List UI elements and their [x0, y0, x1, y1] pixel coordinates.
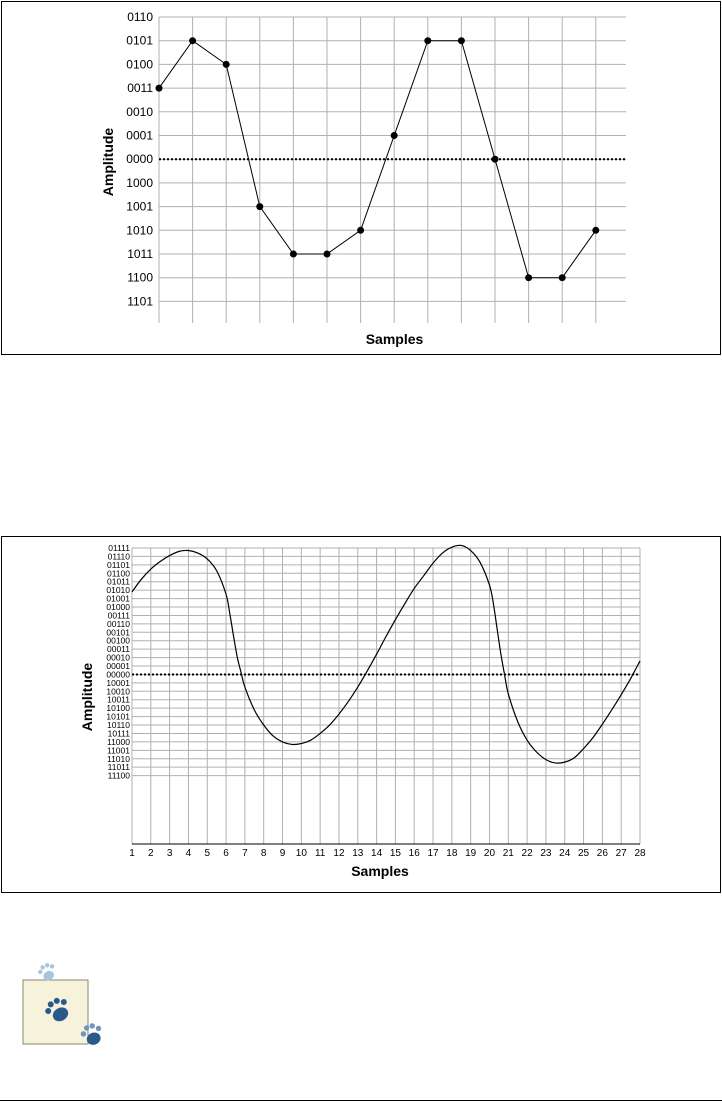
data-point: [223, 61, 230, 68]
data-point: [324, 251, 331, 258]
y-tick-label: 10010: [106, 686, 130, 697]
series-curve: [132, 545, 640, 763]
x-axis-title: Samples: [365, 331, 424, 347]
y-tick-label: 01101: [106, 559, 130, 570]
x-tick-label: 20: [483, 848, 496, 859]
y-tick-label: 01010: [106, 585, 130, 596]
data-point: [391, 132, 398, 139]
data-point: [592, 227, 599, 234]
y-tick-label: 10001: [106, 677, 130, 688]
y-tick-label: 11011: [107, 762, 130, 773]
y-tick-label: 00100: [106, 635, 130, 646]
x-tick-label: 12: [333, 848, 345, 859]
y-tick-label: 0100: [126, 57, 153, 72]
paw-prints-icon: [20, 958, 112, 1058]
x-tick-label: 6: [223, 848, 229, 859]
data-point: [525, 274, 532, 281]
x-tick-label: 4: [185, 848, 192, 859]
y-tick-label: 00111: [107, 610, 130, 621]
y-tick-label: 0011: [127, 81, 153, 96]
y-tick-label: 1100: [127, 270, 153, 285]
x-tick-label: 27: [615, 848, 627, 859]
data-point: [290, 251, 297, 258]
x-tick-label: 11: [314, 848, 326, 859]
x-tick-label: 2: [148, 848, 154, 859]
footer-rule: [0, 1100, 722, 1101]
y-tick-label: 00000: [106, 669, 130, 680]
x-tick-label: 16: [408, 848, 420, 859]
data-point: [357, 227, 364, 234]
y-tick-label: 10110: [106, 720, 130, 731]
data-point: [256, 203, 263, 210]
data-point: [458, 37, 465, 44]
y-tick-label: 10100: [106, 703, 130, 714]
x-axis-title: Samples: [351, 863, 409, 879]
y-tick-label: 1001: [126, 199, 153, 214]
data-point: [559, 274, 566, 281]
y-tick-label: 11000: [106, 736, 130, 747]
data-point: [156, 85, 163, 92]
x-tick-label: 24: [559, 848, 571, 859]
y-tick-label: 1010: [126, 223, 153, 238]
y-tick-label: 00101: [106, 627, 130, 638]
y-tick-label: 1000: [126, 175, 153, 190]
data-point: [424, 37, 431, 44]
figure-2: [1, 536, 721, 893]
x-tick-label: 9: [279, 848, 286, 859]
y-axis-title: Amplitude: [100, 127, 116, 197]
x-tick-label: 28: [634, 848, 646, 859]
x-tick-label: 13: [352, 848, 364, 859]
y-tick-label: 00011: [106, 644, 130, 655]
y-tick-label: 00010: [106, 652, 130, 663]
x-tick-label: 19: [465, 848, 477, 859]
x-tick-label: 3: [166, 848, 173, 859]
x-tick-label: 1: [129, 848, 135, 859]
y-tick-label: 11010: [106, 753, 130, 764]
y-tick-label: 00001: [106, 661, 130, 672]
y-tick-label: 0110: [127, 10, 153, 24]
x-tick-label: 15: [389, 848, 401, 859]
x-tick-label: 17: [427, 848, 439, 859]
y-tick-label: 0001: [126, 128, 153, 143]
y-tick-label: 0101: [126, 33, 153, 48]
chart-2: [2, 537, 720, 892]
y-tick-label: 0000: [126, 152, 153, 167]
y-tick-label: 01111: [108, 543, 130, 553]
y-tick-label: 01001: [106, 593, 130, 604]
chart-1: [2, 2, 720, 354]
x-tick-label: 5: [204, 848, 211, 859]
figure-1: [1, 1, 721, 355]
x-tick-label: 8: [260, 848, 267, 859]
y-tick-label: 01100: [106, 568, 130, 579]
x-tick-label: 10: [295, 848, 307, 859]
y-tick-label: 0010: [126, 104, 153, 119]
y-tick-label: 00110: [106, 618, 130, 629]
y-tick-label: 11001: [106, 745, 130, 756]
data-point: [492, 156, 499, 163]
y-tick-label: 01000: [106, 602, 130, 613]
y-tick-label: 1011: [127, 247, 153, 261]
y-axis-title: Amplitude: [79, 662, 95, 732]
y-tick-label: 10101: [106, 711, 130, 722]
x-tick-label: 7: [242, 848, 248, 859]
x-tick-label: 21: [502, 848, 514, 859]
x-tick-label: 18: [446, 848, 458, 859]
y-tick-label: 1101: [127, 294, 153, 309]
y-tick-label: 11100: [107, 770, 130, 781]
x-tick-label: 14: [371, 848, 383, 859]
x-tick-label: 26: [596, 848, 608, 859]
x-tick-label: 22: [521, 848, 533, 859]
y-tick-label: 01011: [106, 576, 130, 587]
y-tick-label: 01110: [107, 551, 130, 562]
y-tick-label: 10011: [106, 694, 130, 705]
data-point: [189, 37, 196, 44]
y-tick-label: 10111: [107, 728, 130, 739]
x-tick-label: 23: [540, 848, 552, 859]
x-tick-label: 25: [577, 848, 590, 859]
